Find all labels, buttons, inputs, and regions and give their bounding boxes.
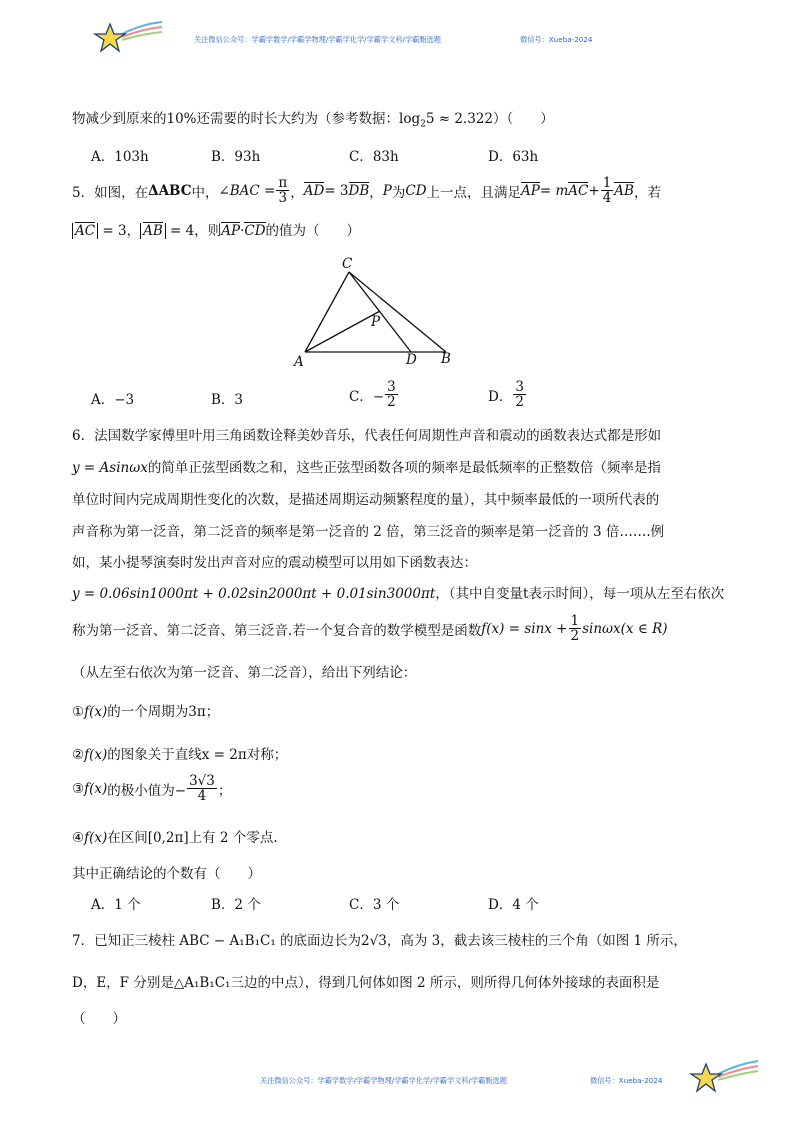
q5-triangle-figure bbox=[290, 256, 465, 372]
segment-cd bbox=[349, 272, 411, 352]
label-d: D bbox=[406, 352, 417, 368]
q6-line4: 声音称为第一泛音，第二泛音的频率是第一泛音的 2 倍，第三泛音的频率是第一泛音的 3 倍…….例 bbox=[72, 524, 665, 540]
q6-line5: 如，某小提琴演奏时发出声音对应的震动模型可以用如下函数表达： bbox=[72, 555, 477, 571]
q6-line3: 单位时间内完成周期性变化的次数，是描述周期运动频繁程度的量），其中频率最低的一项所代表的 bbox=[72, 492, 660, 508]
q7-line1: 7．已知正三棱柱 ABC − A₁B₁C₁ 的底面边长为2√3，高为 3，截去该三棱柱的三个角（如图 1 所示， bbox=[72, 933, 687, 949]
q5-line1: 5．如图，在 ΔABC 中， ∠BAC = $\frac{\pi}{3}$ ， AD = 3 DB ， P 为 CD 上一点，且满足 AP = m AC + $\frac{1}{4}$ AB ，若 bbox=[72, 175, 661, 207]
q6-line1: 6．法国数学家傅里叶用三角函数诠释美妙音乐，代表任何周期性声音和震动的函数表达式都是形如 bbox=[72, 428, 662, 444]
segment-bc bbox=[349, 272, 446, 352]
footer-star-logo bbox=[688, 1056, 760, 1098]
q5-choice-a[interactable]: A．−3 bbox=[91, 392, 135, 408]
q4-line: 物减少到原来的10%还需要的时长大约为（参考数据：$\log_25 \approx 2.322$）（ ） bbox=[72, 111, 554, 130]
q6-question: 其中正确结论的个数有（ ） bbox=[72, 866, 261, 882]
q6-statement-1: ①f(x)的一个周期为3π； bbox=[72, 704, 220, 720]
q5-choice-c[interactable]: C．− $\frac{3}{2}$ bbox=[349, 379, 396, 411]
label-c: C bbox=[342, 256, 353, 272]
label-p: P bbox=[371, 314, 381, 330]
q5-choice-d[interactable]: D． $\frac{3}{2}$ bbox=[488, 379, 524, 411]
q6-statement-2: ②f(x)的图象关于直线x = 2π对称； bbox=[72, 747, 288, 763]
footer-text: 关注微信公众号：学霸学数学/学霸学物理/学霸学化学/学霸学文科/学霸甄选题 bbox=[260, 1076, 507, 1085]
q5-line2: AC = 3， AB = 4，则AP·CD的值为（ ） bbox=[72, 219, 360, 239]
q4-choice-a[interactable]: A．103h bbox=[91, 149, 149, 165]
label-a: A bbox=[294, 354, 304, 370]
footer-wechat: 微信号：Xueba-2024 bbox=[590, 1076, 663, 1085]
header-star-logo bbox=[92, 18, 164, 58]
q6-choice-d[interactable]: D．4 个 bbox=[488, 897, 539, 913]
q6-statement-4: ④f(x)在区间[0,2π]上有 2 个零点. bbox=[72, 830, 278, 846]
q4-choice-c[interactable]: C．83h bbox=[349, 149, 399, 165]
q7-line3: （ ） bbox=[72, 1011, 126, 1027]
q6-choice-b[interactable]: B．2 个 bbox=[211, 897, 261, 913]
q7-line2: D，E，F 分别是△A₁B₁C₁三边的中点），得到几何体如图 2 所示，则所得几何体外接球的表面积是 bbox=[72, 975, 660, 991]
header-text: 关注微信公众号：学霸学数学/学霸学物理/学霸学化学/学霸学文科/学霸甄选题 bbox=[194, 35, 441, 44]
q6-line8: （从左至右依次为第一泛音、第二泛音），给出下列结论： bbox=[72, 665, 417, 681]
q6-line7: 称为第一泛音、第二泛音、第三泛音.若一个复合音的数学模型是函数 f(x) = sinx + $\frac{1}{2}$ sinωx(x ∈ R) bbox=[72, 613, 668, 645]
q6-line6: y = 0.06sin1000πt + 0.02sin2000πt + 0.01sin3000πt，（其中自变量t表示时间），每一项从左至右依次 bbox=[72, 586, 725, 602]
q6-statement-3: ③ f(x) 的极小值为− $\frac{3√3}{4}$ ； bbox=[72, 773, 232, 805]
q6-choice-a[interactable]: A．1 个 bbox=[91, 897, 141, 913]
header-wechat: 微信号：Xueba-2024 bbox=[520, 35, 593, 44]
q5-choice-b[interactable]: B．3 bbox=[211, 392, 244, 408]
q6-choice-c[interactable]: C．3 个 bbox=[349, 897, 400, 913]
q4-choice-d[interactable]: D．63h bbox=[488, 149, 539, 165]
q4-choice-b[interactable]: B．93h bbox=[211, 149, 261, 165]
label-b: B bbox=[441, 351, 451, 367]
q6-line2: y = Asinωx的简单正弦型函数之和，这些正弦型函数各项的频率是最低频率的正整数倍（频率是指 bbox=[72, 460, 661, 476]
